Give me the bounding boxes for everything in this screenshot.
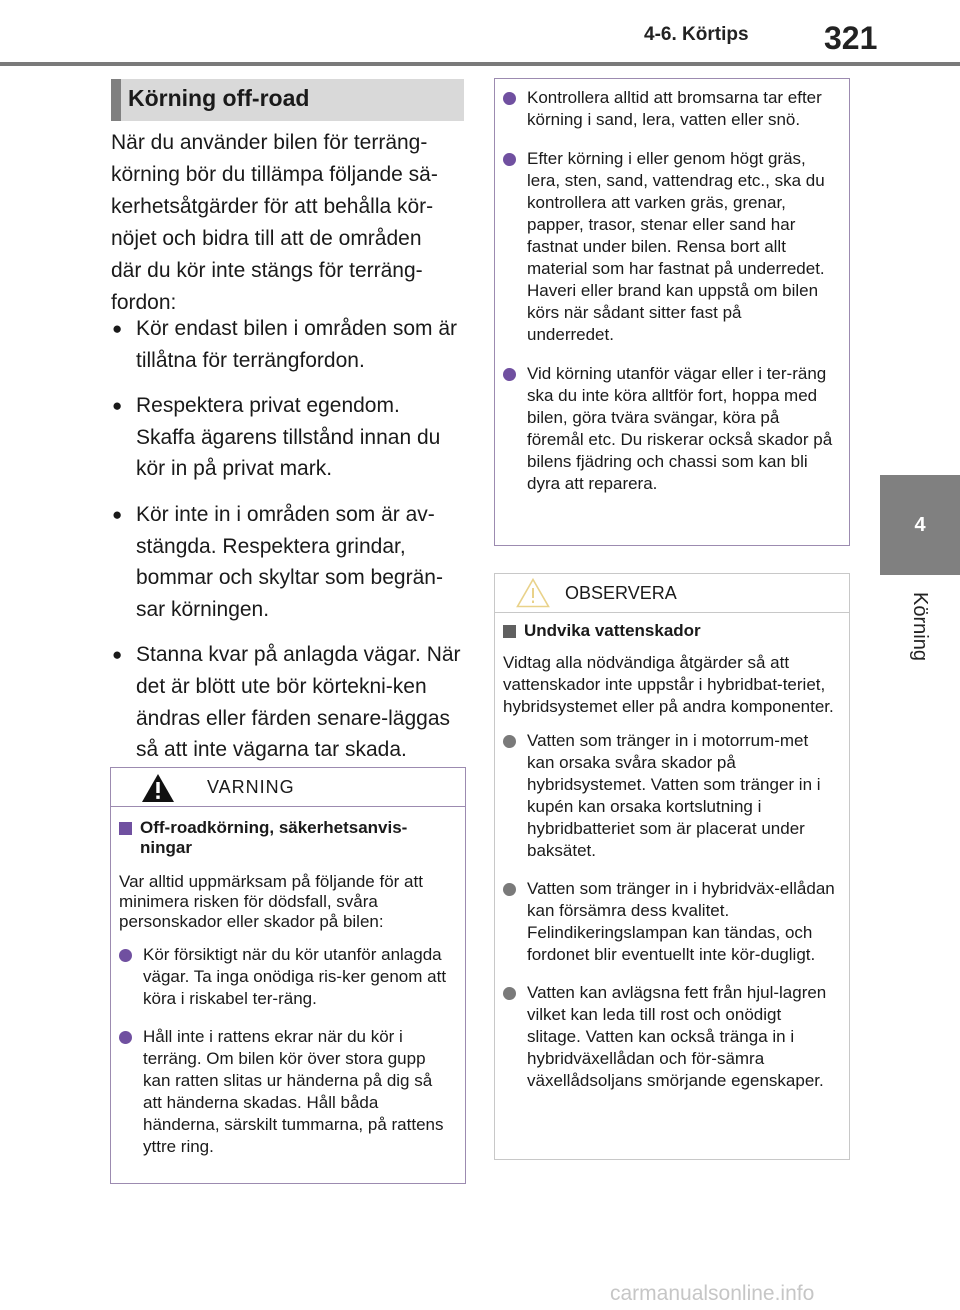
intro-paragraph (111, 127, 461, 319)
bullet-dot-icon (503, 987, 516, 1000)
square-bullet-icon (503, 625, 516, 638)
warning-continued-list (503, 87, 833, 495)
list-item (503, 878, 835, 966)
chapter-label: Körning (909, 592, 931, 661)
bullet-dot-icon (503, 92, 516, 105)
warning-subheading-text: Off-roadkörning, säkerhetsanvis-ningar (140, 818, 408, 857)
warning-continued-box (494, 78, 850, 546)
list-item (119, 1026, 451, 1158)
list-item-text: Efter körning i eller genom högt gräs, lera, sten, sand, vattendrag etc., ska du kontrollera att varken gräs, grenar, papper, trasor, stenar eller sand har fastnat under bilen. Rensa bort allt material som har fastnat på underredet. Haveri eller brand kan uppstå om bilen körs när sådant sitter fast på underredet. (527, 149, 825, 344)
chapter-tab[interactable]: 4 (880, 475, 960, 575)
bullet-dot-icon (119, 1031, 132, 1044)
list-item (503, 87, 833, 131)
caution-triangle-icon (516, 578, 550, 608)
list-item: ● Kör endast bilen i områden som är tillåtna för terrängfordon. (111, 313, 461, 376)
notice-subheading-text: Undvika vattenskador (524, 621, 701, 640)
watermark: carmanualsonline.info (610, 1282, 815, 1305)
intro-line: När du använder bilen för terräng- (111, 131, 428, 154)
list-item (503, 363, 833, 495)
warning-list (119, 944, 451, 1158)
title-accent-bar (111, 79, 121, 121)
notice-header (495, 574, 849, 613)
tips-list (111, 313, 461, 780)
list-item (119, 944, 451, 1010)
warning-paragraph: Var alltid uppmärksam på följande för att minimera risken för dödsfall, svåra personskador eller skador på bilen: (119, 872, 423, 931)
notice-list (503, 730, 835, 1092)
bullet-dot-icon (503, 368, 516, 381)
list-item (503, 148, 833, 346)
list-item: ● Kör inte in i områden som är av-stängda. Respektera grindar, bommar och skyltar som begrän-sar körningen. (111, 499, 461, 625)
list-item (503, 730, 835, 862)
bullet-dot-icon (503, 153, 516, 166)
list-item-text: Vatten som tränger in i hybridväx-ellådan kan försämra dess kvalitet. Felindikeringslampan kan tändas, och fordonet blir eventuellt inte kör-dugligt. (527, 879, 835, 964)
square-bullet-icon (119, 822, 132, 835)
bullet-dot-icon (503, 735, 516, 748)
intro-line: nöjet och bidra till att de områden (111, 227, 422, 250)
list-item: ● Stanna kvar på anlagda vägar. När det är blött ute bör körtekni-ken ändras eller färden senare-läggas så att inte vägarna tar skada. (111, 639, 461, 765)
list-item-text: Håll inte i rattens ekrar när du kör i terräng. Om bilen kör över stora gupp kan ratten slitas ur händerna på dig så att händerna skadas. Håll båda händerna, särskilt tummarna, på rattens yttre ring. (143, 1027, 444, 1156)
warning-subheading (119, 818, 451, 858)
warning-header (111, 768, 465, 807)
notice-title: OBSERVERA (565, 583, 677, 603)
notice-paragraph: Vidtag alla nödvändiga åtgärder så att vattenskador inte uppstår i hybridbat-teriet, hybridsystemet eller på andra komponenter. (503, 653, 834, 716)
bullet-dot-icon (503, 883, 516, 896)
intro-line: körning bör du tillämpa följande sä- (111, 163, 438, 186)
list-item: ● Respektera privat egendom. Skaffa ägarens tillstånd innan du kör in på privat mark. (111, 390, 461, 485)
section-title: Körning off-road (128, 85, 310, 111)
list-item-text: Vatten som tränger in i motorrum-met kan orsaka svåra skador på hybridsystemet. Vatten som tränger in i kupén kan orsaka kortslutning i hybridbatteriet som är placerat under baksätet. (527, 731, 821, 860)
list-item-text: Vatten kan avlägsna fett från hjul-lagren vilket kan leda till rost och onödigt slitage. Vatten kan också tränga in i hybridväxellådan och för-sämra växellådsoljans smörjande egenskaper. (527, 983, 827, 1090)
warning-title: VARNING (207, 777, 295, 797)
warning-box (110, 767, 466, 1184)
notice-box (494, 573, 850, 1160)
intro-line: kerhetsåtgärder för att behålla kör- (111, 195, 434, 218)
page-number: 321 (824, 20, 878, 56)
list-item-text: Vid körning utanför vägar eller i ter-räng ska du inte köra alltför fort, hoppa med bilen, göra tvära svängar, köra på föremål etc. Du riskerar också skador på bilens fjädring och chassi som kan bli dyra att reparera. (527, 364, 833, 493)
list-item-text: Kör försiktigt när du kör utanför anlagda vägar. Ta inga onödiga ris-ker genom att köra i riskabel ter-räng. (143, 945, 447, 1008)
section-header: 4-6. Körtips (644, 24, 749, 45)
notice-subheading (503, 621, 835, 641)
intro-line: fordon: (111, 291, 177, 314)
header-divider (0, 62, 960, 66)
bullet-dot-icon (119, 949, 132, 962)
intro-line: där du kör inte stängs för terräng- (111, 259, 423, 282)
section-title-bar (111, 79, 464, 121)
list-item-text: Kontrollera alltid att bromsarna tar efter körning i sand, lera, vatten eller snö. (527, 88, 822, 129)
list-item (503, 982, 835, 1092)
warning-triangle-icon (141, 773, 175, 803)
